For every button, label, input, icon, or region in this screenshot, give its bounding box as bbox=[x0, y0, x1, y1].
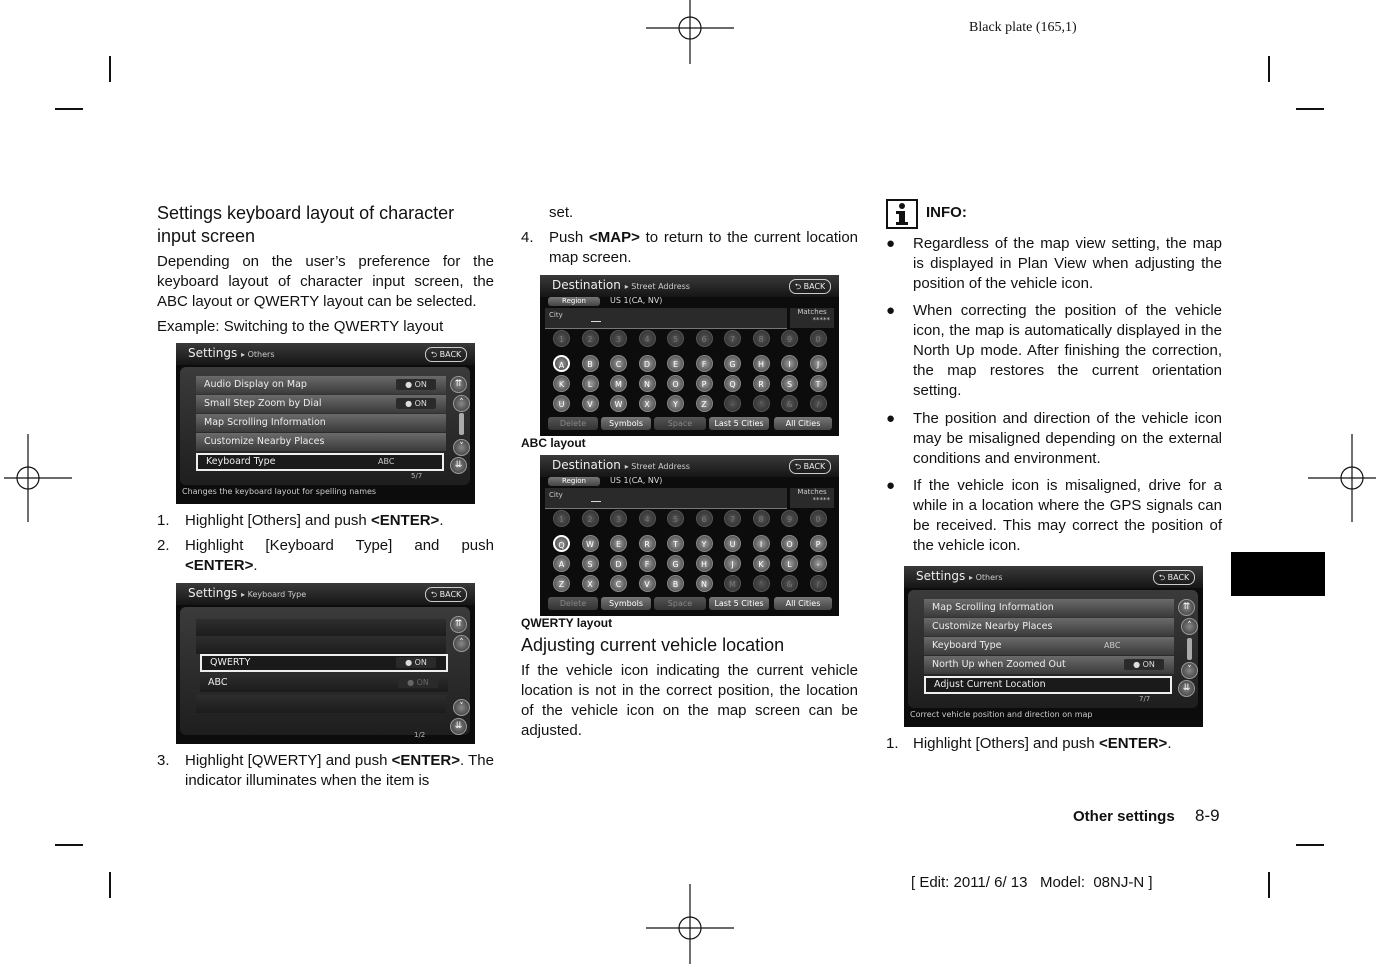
key-q[interactable]: Q bbox=[724, 375, 741, 392]
last-5-cities-button[interactable]: Last 5 Cities bbox=[709, 597, 769, 610]
registration-mark-icon bbox=[646, 0, 734, 72]
key-a[interactable]: A bbox=[553, 555, 570, 572]
paragraph: If the vehicle icon indicating the current vehicle location is not in the correct position, the location of the vehicle icon on the map screen can be adjusted. bbox=[521, 662, 858, 739]
on-indicator: ● ON bbox=[398, 677, 438, 688]
key-apostrophe[interactable]: ' bbox=[753, 395, 770, 412]
all-cities-button[interactable]: All Cities bbox=[774, 597, 832, 610]
scroll-bottom-icon[interactable]: ⇊ bbox=[450, 457, 467, 474]
key-t[interactable]: T bbox=[810, 375, 827, 392]
key-z[interactable]: Z bbox=[553, 575, 570, 592]
settings-others-screen bbox=[176, 343, 475, 504]
blank-row bbox=[196, 695, 446, 713]
blank-row bbox=[196, 619, 446, 637]
menu-row[interactable]: Customize Nearby Places bbox=[196, 433, 446, 451]
back-button[interactable]: ⮌ BACK bbox=[789, 279, 831, 294]
option-qwerty[interactable]: QWERTY ● ON bbox=[200, 654, 448, 672]
qwerty-keyboard-screen bbox=[540, 455, 839, 616]
key-i[interactable]: I bbox=[753, 535, 770, 552]
key-0[interactable]: 0 bbox=[810, 330, 827, 347]
key-4[interactable]: 4 bbox=[639, 510, 656, 527]
scroll-bottom-icon[interactable]: ⇊ bbox=[450, 718, 467, 735]
crop-mark bbox=[1268, 56, 1270, 82]
key-y[interactable]: Y bbox=[667, 395, 684, 412]
key-apostrophe[interactable]: ' bbox=[753, 575, 770, 592]
blank-row bbox=[196, 636, 446, 654]
key-slash[interactable]: / bbox=[810, 575, 827, 592]
key-r[interactable]: R bbox=[639, 535, 656, 552]
scroll-up-icon[interactable]: ˄ bbox=[453, 635, 470, 652]
key-n[interactable]: N bbox=[639, 375, 656, 392]
key-ampersand[interactable]: & bbox=[781, 395, 798, 412]
edit-info: [ Edit: 2011/ 6/ 13 Model: 08NJ-N ] bbox=[911, 874, 1153, 891]
space-button[interactable]: Space bbox=[654, 597, 706, 610]
city-input[interactable]: City bbox=[545, 488, 787, 509]
key-e[interactable]: E bbox=[667, 355, 684, 372]
key-f[interactable]: F bbox=[696, 355, 713, 372]
page-indicator: 5/7 bbox=[411, 472, 423, 480]
key-d[interactable]: D bbox=[639, 355, 656, 372]
key-1[interactable]: 1 bbox=[553, 330, 570, 347]
scroll-top-icon[interactable]: ⇈ bbox=[450, 376, 467, 393]
menu-row[interactable]: Small Step Zoom by Dial ● ON bbox=[196, 395, 446, 413]
scroll-down-icon[interactable]: ˅ bbox=[453, 439, 470, 456]
screen-title: Settings ▸ Others bbox=[188, 346, 275, 360]
key-m[interactable]: M bbox=[724, 575, 741, 592]
key-o[interactable]: O bbox=[781, 535, 798, 552]
back-button[interactable]: ⮌ BACK bbox=[425, 347, 467, 362]
key-c[interactable]: C bbox=[610, 575, 627, 592]
key-i[interactable]: I bbox=[781, 355, 798, 372]
key-9[interactable]: 9 bbox=[781, 510, 798, 527]
on-indicator: ● ON bbox=[396, 657, 436, 668]
key-m[interactable]: M bbox=[610, 375, 627, 392]
key-q[interactable]: Q bbox=[553, 535, 570, 552]
intro-paragraph: Depending on the user’s preference for the keyboard layout of character input screen, the ABC layout or QWERTY layout can be selected. bbox=[157, 253, 494, 310]
screen-title: Destination ▸ Street Address bbox=[552, 278, 690, 292]
region-value: US 1(CA, NV) bbox=[610, 296, 663, 305]
key-l[interactable]: L bbox=[781, 555, 798, 572]
key-u[interactable]: U bbox=[553, 395, 570, 412]
all-cities-button[interactable]: All Cities bbox=[774, 417, 832, 430]
crop-mark bbox=[109, 872, 111, 898]
scroll-down-icon[interactable]: ˅ bbox=[1181, 662, 1198, 679]
key-2[interactable]: 2 bbox=[582, 330, 599, 347]
step-4: 4. Push <MAP> to return to the current location map screen. bbox=[521, 229, 859, 266]
scroll-down-icon[interactable]: ˅ bbox=[453, 699, 470, 716]
section-heading: Adjusting current vehicle location bbox=[521, 635, 785, 655]
key-6[interactable]: 6 bbox=[696, 330, 713, 347]
key-v[interactable]: V bbox=[582, 395, 599, 412]
crop-mark bbox=[1296, 844, 1324, 846]
key-p[interactable]: P bbox=[810, 535, 827, 552]
back-button[interactable]: ⮌ BACK bbox=[789, 459, 831, 474]
key-5[interactable]: 5 bbox=[667, 330, 684, 347]
heading-line: Settings keyboard layout of character bbox=[157, 203, 455, 223]
key-2[interactable]: 2 bbox=[582, 510, 599, 527]
key-k[interactable]: K bbox=[553, 375, 570, 392]
registration-mark-icon bbox=[0, 434, 72, 522]
scroll-bottom-icon[interactable]: ⇊ bbox=[1178, 680, 1195, 697]
menu-row[interactable]: North Up when Zoomed Out ● ON bbox=[924, 656, 1174, 674]
city-input[interactable]: City bbox=[545, 308, 787, 329]
crop-mark bbox=[1296, 108, 1324, 110]
qwerty-caption: QWERTY layout bbox=[521, 616, 613, 630]
symbols-button[interactable]: Symbols bbox=[601, 417, 651, 430]
scrollbar[interactable] bbox=[459, 413, 464, 435]
key-7[interactable]: 7 bbox=[724, 330, 741, 347]
screen-title: Destination ▸ Street Address bbox=[552, 458, 690, 472]
on-indicator: ● ON bbox=[1124, 659, 1164, 670]
keyboard-type-screen bbox=[176, 583, 475, 744]
info-label: INFO: bbox=[926, 204, 967, 221]
on-indicator: ● ON bbox=[396, 398, 436, 409]
key-p[interactable]: P bbox=[696, 375, 713, 392]
example-text: Example: Switching to the QWERTY layout bbox=[157, 318, 444, 335]
back-button[interactable]: ⮌ BACK bbox=[425, 587, 467, 602]
key-v[interactable]: V bbox=[639, 575, 656, 592]
menu-row[interactable]: Audio Display on Map ● ON bbox=[196, 376, 446, 394]
step-2: 2. Highlight [Keyboard Type] and push <ENTER>. bbox=[157, 537, 494, 574]
matches-box: Matches ***** bbox=[790, 308, 834, 328]
key-a[interactable]: A bbox=[553, 355, 570, 372]
section-heading bbox=[157, 202, 497, 248]
key-b[interactable]: B bbox=[667, 575, 684, 592]
abc-keyboard-screen bbox=[540, 275, 839, 436]
page-indicator: 1/2 bbox=[414, 731, 426, 739]
key-slash[interactable]: / bbox=[810, 395, 827, 412]
menu-row[interactable]: Map Scrolling Information bbox=[196, 414, 446, 432]
menu-row[interactable]: Keyboard Type ABC bbox=[924, 637, 1174, 655]
back-button[interactable]: ⮌ BACK bbox=[1153, 570, 1195, 585]
menu-row[interactable]: Map Scrolling Information bbox=[924, 599, 1174, 617]
key-9[interactable]: 9 bbox=[781, 330, 798, 347]
key-j[interactable]: J bbox=[724, 555, 741, 572]
registration-mark-icon bbox=[646, 884, 734, 972]
key-b[interactable]: B bbox=[582, 355, 599, 372]
continued-text: set. bbox=[549, 204, 574, 221]
key-g[interactable]: G bbox=[667, 555, 684, 572]
key-h[interactable]: H bbox=[753, 355, 770, 372]
key-s[interactable]: S bbox=[582, 555, 599, 572]
info-bullet: ● Regardless of the map view setting, the map is displayed in Plan View when adjusting the position of the vehicle icon. bbox=[886, 235, 1222, 292]
key-5[interactable]: 5 bbox=[667, 510, 684, 527]
region-button[interactable]: Region bbox=[548, 297, 600, 306]
info-bullet: ● When correcting the position of the vehicle icon, the map is automatically displayed in the North Up mode. After finishing the correction, the map restores the current orientation setting. bbox=[886, 302, 1222, 399]
scroll-top-icon[interactable]: ⇈ bbox=[450, 616, 467, 633]
on-indicator: ● ON bbox=[396, 379, 436, 390]
plate-label: Black plate (165,1) bbox=[969, 20, 1077, 35]
key-3[interactable]: 3 bbox=[610, 330, 627, 347]
info-bullet: ● If the vehicle icon is misaligned, drive for a while in a location where the GPS signals can be received. This may correct the position of the vehicle icon. bbox=[886, 477, 1222, 554]
key-s[interactable]: S bbox=[781, 375, 798, 392]
page-number: 8-9 bbox=[1195, 806, 1220, 825]
key-0[interactable]: 0 bbox=[810, 510, 827, 527]
step-1: 1. Highlight [Others] and push <ENTER>. bbox=[886, 735, 1172, 752]
region-value: US 1(CA, NV) bbox=[610, 476, 663, 485]
key-4[interactable]: 4 bbox=[639, 330, 656, 347]
key-1[interactable]: 1 bbox=[553, 510, 570, 527]
section-tab-marker bbox=[1231, 552, 1325, 596]
symbols-button[interactable]: Symbols bbox=[601, 597, 651, 610]
abc-caption: ABC layout bbox=[521, 436, 586, 450]
crop-mark bbox=[55, 844, 83, 846]
key-e[interactable]: E bbox=[610, 535, 627, 552]
row-value: ABC bbox=[378, 457, 395, 466]
info-icon bbox=[886, 199, 918, 229]
option-abc[interactable]: ABC ● ON bbox=[200, 674, 448, 692]
key-6[interactable]: 6 bbox=[696, 510, 713, 527]
last-5-cities-button[interactable]: Last 5 Cities bbox=[709, 417, 769, 430]
key-f[interactable]: F bbox=[639, 555, 656, 572]
registration-mark-icon bbox=[1308, 434, 1381, 522]
space-button[interactable]: Space bbox=[654, 417, 706, 430]
key-x[interactable]: X bbox=[582, 575, 599, 592]
key-j[interactable]: J bbox=[810, 355, 827, 372]
scroll-up-icon[interactable]: ˄ bbox=[453, 395, 470, 412]
menu-row-selected[interactable]: Adjust Current Location bbox=[924, 676, 1172, 694]
key-w[interactable]: W bbox=[610, 395, 627, 412]
key-u[interactable]: U bbox=[724, 535, 741, 552]
scroll-up-icon[interactable]: ˄ bbox=[1181, 618, 1198, 635]
key-z[interactable]: Z bbox=[696, 395, 713, 412]
row-value: ABC bbox=[1104, 641, 1121, 650]
screen-footer: Correct vehicle position and direction on map bbox=[910, 710, 1093, 719]
crop-mark bbox=[55, 108, 83, 110]
scrollbar[interactable] bbox=[1187, 638, 1192, 660]
info-bullet: ● The position and direction of the vehicle icon may be misaligned depending on the external conditions and environment. bbox=[886, 410, 1222, 467]
key-x[interactable]: X bbox=[639, 395, 656, 412]
heading-line: input screen bbox=[157, 226, 256, 246]
matches-box: Matches ***** bbox=[790, 488, 834, 508]
key-d[interactable]: D bbox=[610, 555, 627, 572]
menu-row-selected[interactable]: Keyboard Type ABC bbox=[196, 453, 444, 471]
settings-others-screen bbox=[904, 566, 1203, 727]
key-y[interactable]: Y bbox=[696, 535, 713, 552]
key-n[interactable]: N bbox=[696, 575, 713, 592]
screen-footer: Changes the keyboard layout for spelling names bbox=[182, 487, 377, 496]
key-k[interactable]: K bbox=[753, 555, 770, 572]
key-ampersand[interactable]: & bbox=[781, 575, 798, 592]
key-l[interactable]: L bbox=[582, 375, 599, 392]
key-c[interactable]: C bbox=[610, 355, 627, 372]
screen-title: Settings ▸ Keyboard Type bbox=[188, 586, 307, 600]
delete-button[interactable]: Delete bbox=[548, 417, 598, 430]
crop-mark bbox=[1268, 872, 1270, 898]
screen-title: Settings ▸ Others bbox=[916, 569, 1003, 583]
page-indicator: 7/7 bbox=[1139, 695, 1151, 703]
key-g[interactable]: G bbox=[724, 355, 741, 372]
scroll-top-icon[interactable]: ⇈ bbox=[1178, 599, 1195, 616]
key-7[interactable]: 7 bbox=[724, 510, 741, 527]
key-o[interactable]: O bbox=[667, 375, 684, 392]
key-h[interactable]: H bbox=[696, 555, 713, 572]
key-t[interactable]: T bbox=[667, 535, 684, 552]
delete-button[interactable]: Delete bbox=[548, 597, 598, 610]
crop-mark bbox=[109, 56, 111, 82]
key-8[interactable]: 8 bbox=[753, 510, 770, 527]
key-hyphen[interactable]: - bbox=[810, 555, 827, 572]
footer-section: Other settings bbox=[1073, 808, 1175, 825]
key-w[interactable]: W bbox=[582, 535, 599, 552]
step-3: 3. Highlight [QWERTY] and push <ENTER>. The indicator illuminates when the item is bbox=[157, 752, 494, 789]
key-8[interactable]: 8 bbox=[753, 330, 770, 347]
key-r[interactable]: R bbox=[753, 375, 770, 392]
key-hyphen[interactable]: - bbox=[724, 395, 741, 412]
region-button[interactable]: Region bbox=[548, 477, 600, 486]
menu-row[interactable]: Customize Nearby Places bbox=[924, 618, 1174, 636]
key-3[interactable]: 3 bbox=[610, 510, 627, 527]
step-1: 1. Highlight [Others] and push <ENTER>. bbox=[157, 512, 444, 529]
